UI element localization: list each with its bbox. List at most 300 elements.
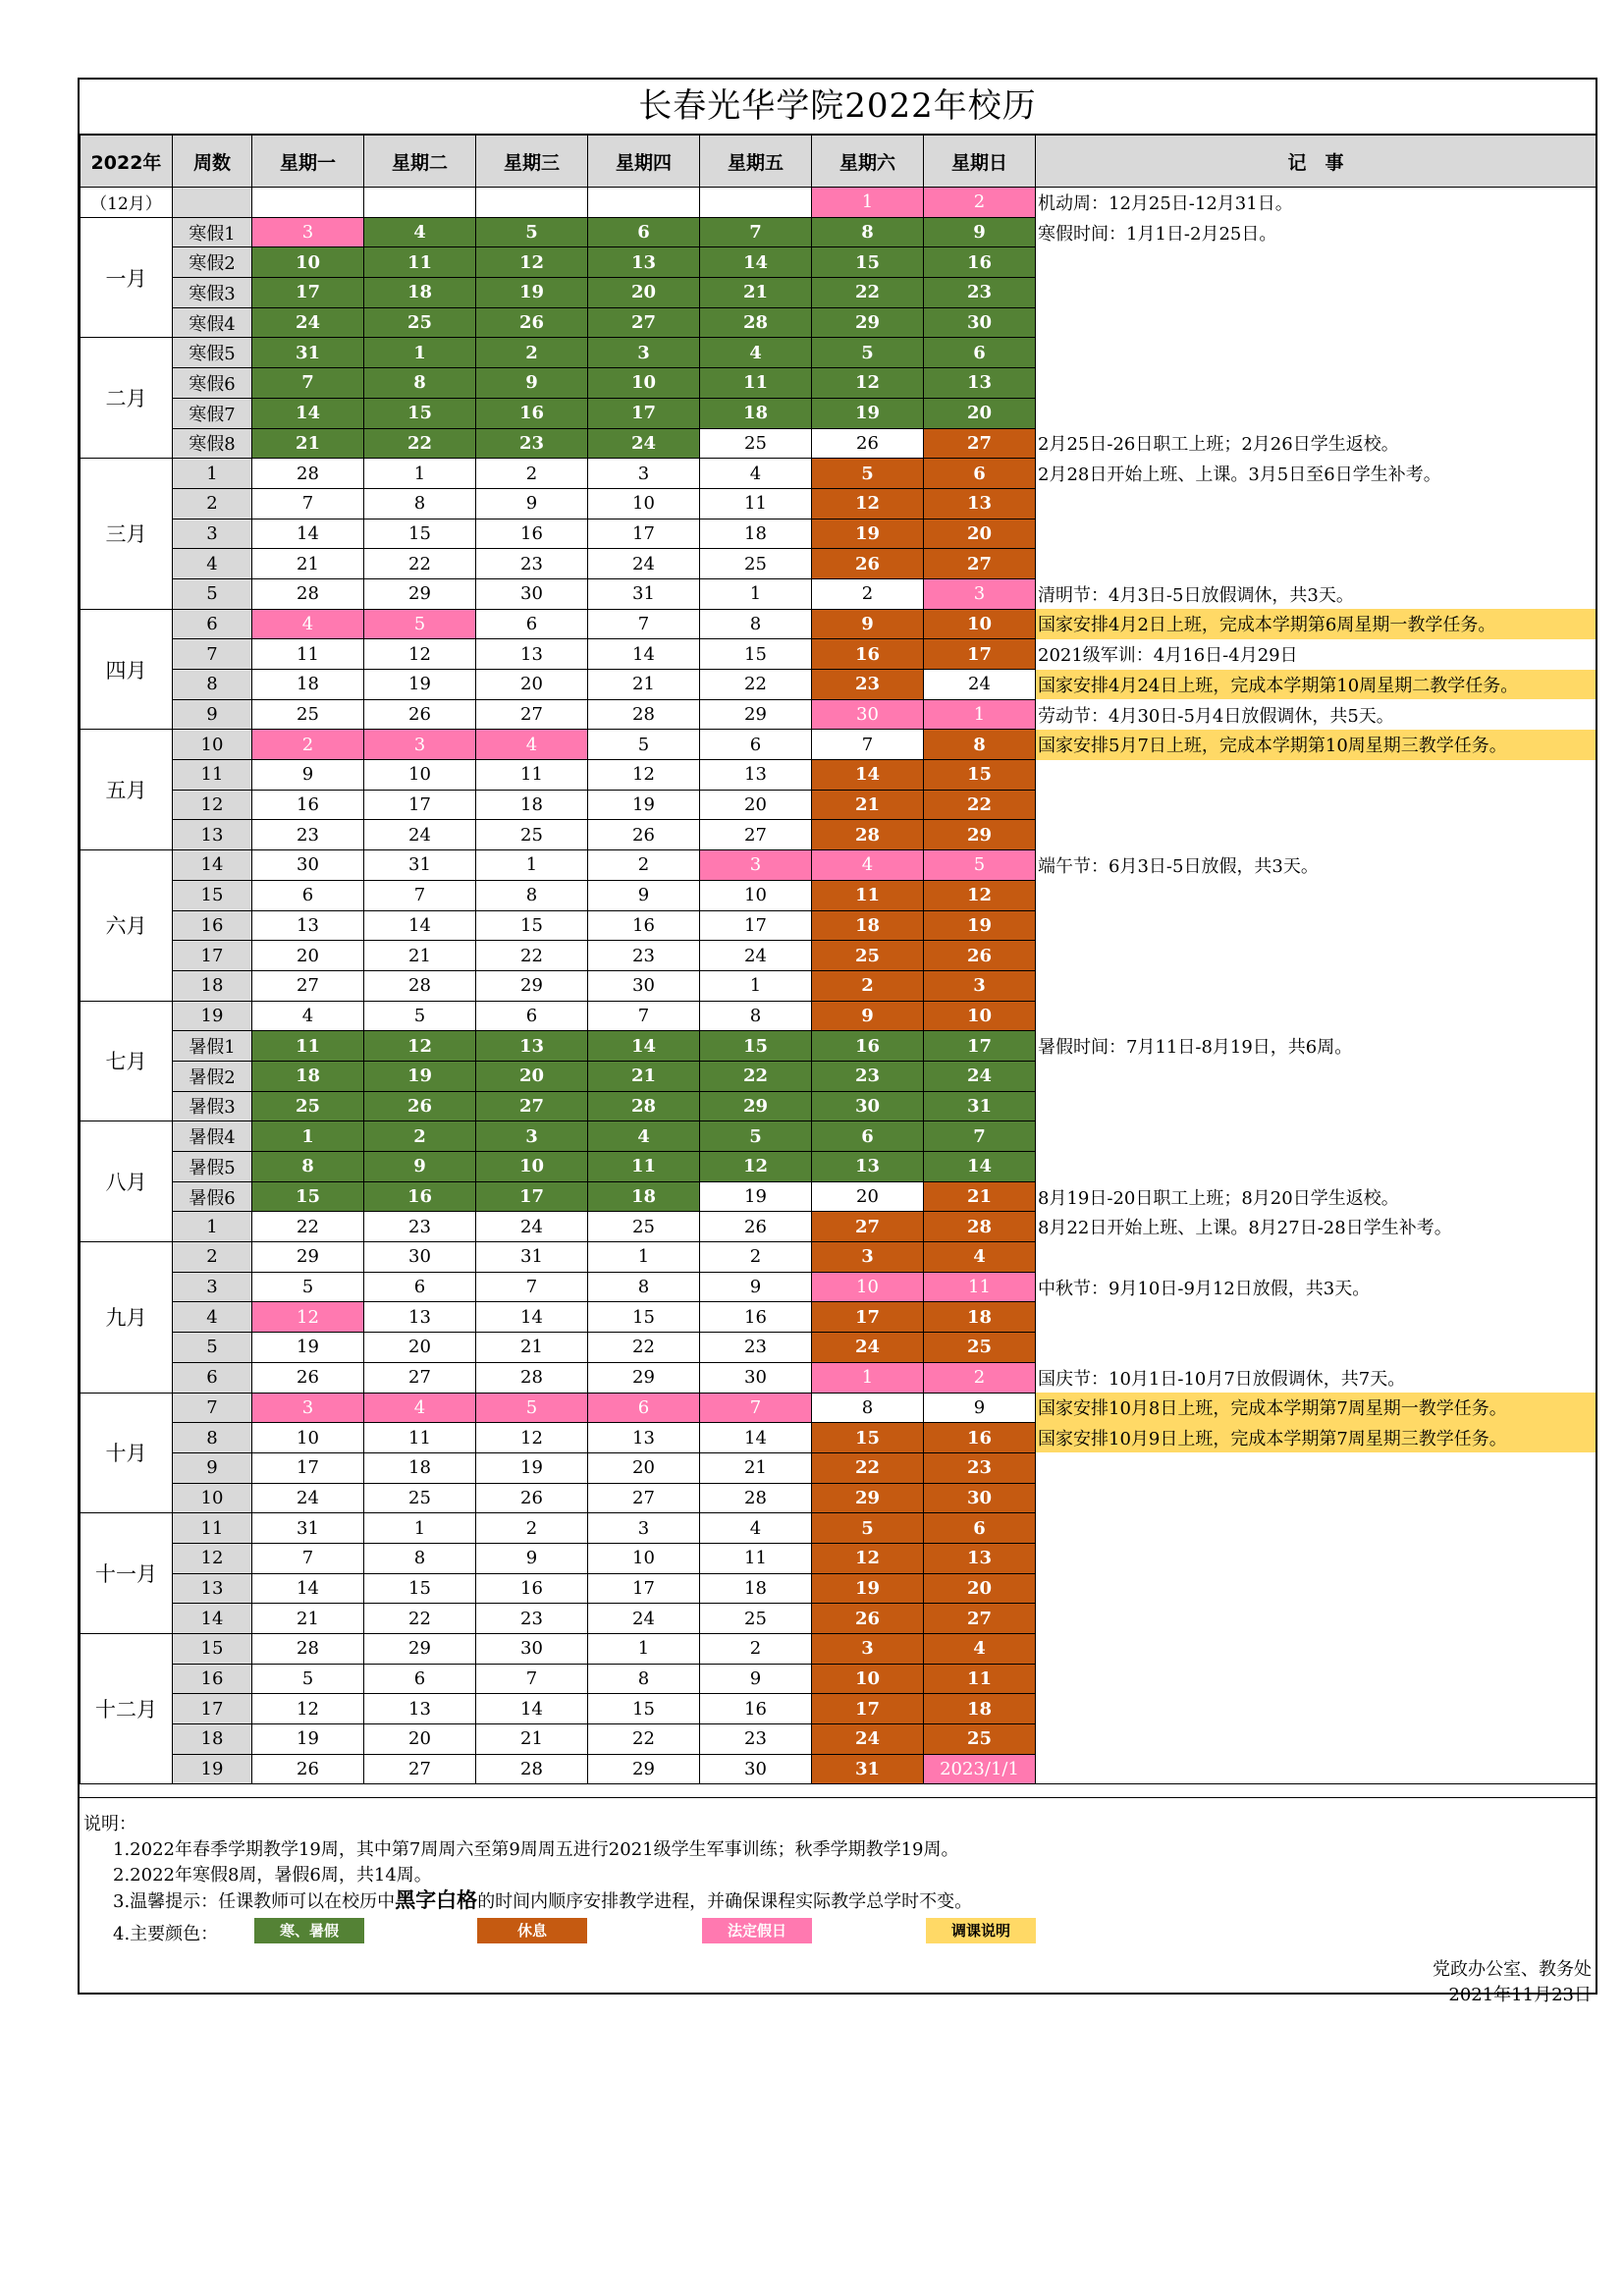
day-cell: 14 — [588, 639, 700, 670]
event-note: 国家安排10月9日上班，完成本学期第7周星期三教学任务。 — [1036, 1423, 1596, 1453]
week-number: 暑假1 — [173, 1031, 252, 1062]
day-cell: 8 — [588, 1272, 700, 1302]
day-cell: 18 — [700, 1573, 812, 1604]
day-cell: 29 — [700, 1091, 812, 1121]
col-header-year: 2022年 — [81, 136, 173, 188]
event-note — [1036, 1333, 1596, 1363]
week-row — [81, 1393, 1596, 1423]
day-cell: 27 — [588, 307, 700, 338]
week-number: 9 — [173, 1452, 252, 1483]
week-number: 11 — [173, 1513, 252, 1544]
day-cell: 6 — [924, 459, 1036, 489]
day-cell: 23 — [476, 549, 588, 579]
event-note: 2月28日开始上班、上课。3月5日至6日学生补考。 — [1036, 459, 1596, 489]
month-label: 二月 — [81, 338, 173, 459]
week-row — [81, 910, 1596, 941]
day-cell: 14 — [812, 760, 924, 791]
signature-office: 党政办公室、教务处 — [1433, 1959, 1592, 1980]
week-row — [81, 1152, 1596, 1182]
day-cell: 13 — [364, 1694, 476, 1724]
day-cell: 3 — [924, 970, 1036, 1001]
day-cell: 8 — [476, 880, 588, 910]
day-cell: 25 — [700, 1604, 812, 1634]
day-cell: 16 — [476, 519, 588, 549]
day-cell: 3 — [588, 338, 700, 368]
day-cell: 30 — [700, 1754, 812, 1784]
day-cell: 24 — [588, 1604, 700, 1634]
event-note — [1036, 1001, 1596, 1031]
week-row — [81, 278, 1596, 308]
day-cell: 19 — [924, 910, 1036, 941]
day-cell: 26 — [812, 1604, 924, 1634]
day-cell: 14 — [252, 398, 364, 428]
day-cell: 21 — [588, 1061, 700, 1091]
week-row — [81, 1423, 1596, 1453]
day-cell: 19 — [700, 1181, 812, 1212]
day-cell: 11 — [252, 639, 364, 670]
day-cell: 18 — [252, 1061, 364, 1091]
day-cell: 19 — [364, 670, 476, 700]
day-cell: 31 — [364, 850, 476, 881]
day-cell: 20 — [588, 278, 700, 308]
day-cell: 27 — [364, 1362, 476, 1393]
day-cell: 16 — [924, 247, 1036, 278]
day-cell: 11 — [252, 1031, 364, 1062]
week-row — [81, 1001, 1596, 1031]
day-cell: 12 — [252, 1694, 364, 1724]
week-row — [81, 1091, 1596, 1121]
day-cell: 21 — [812, 790, 924, 820]
day-cell: 26 — [700, 1212, 812, 1242]
day-cell: 21 — [924, 1181, 1036, 1212]
day-cell: 18 — [924, 1694, 1036, 1724]
note-line-2: 2.2022年寒假8周，暑假6周，共14周。 — [113, 1865, 432, 1886]
day-cell: 22 — [364, 428, 476, 459]
event-note — [1036, 1513, 1596, 1544]
day-cell: 14 — [252, 519, 364, 549]
day-cell: 25 — [700, 549, 812, 579]
day-cell: 18 — [700, 398, 812, 428]
event-note — [1036, 970, 1596, 1001]
week-number: 17 — [173, 941, 252, 971]
day-cell: 4 — [700, 1513, 812, 1544]
day-cell: 21 — [252, 1604, 364, 1634]
day-cell: 1 — [364, 459, 476, 489]
week-row — [81, 670, 1596, 700]
week-row — [81, 1724, 1596, 1755]
day-cell: 28 — [252, 459, 364, 489]
day-cell: 23 — [364, 1212, 476, 1242]
day-cell: 7 — [364, 880, 476, 910]
day-cell: 9 — [364, 1152, 476, 1182]
day-cell: 2 — [700, 1242, 812, 1273]
day-cell: 13 — [252, 910, 364, 941]
day-cell: 2 — [812, 578, 924, 609]
week-number: 13 — [173, 1573, 252, 1604]
day-cell: 30 — [700, 1362, 812, 1393]
event-note — [1036, 760, 1596, 791]
event-note: 暑假时间：7月11日-8月19日，共6周。 — [1036, 1031, 1596, 1062]
day-cell: 5 — [252, 1664, 364, 1694]
day-cell: 12 — [812, 1543, 924, 1573]
col-header-sat: 星期六 — [812, 136, 924, 188]
day-cell: 5 — [476, 217, 588, 247]
day-cell: 11 — [700, 488, 812, 519]
week-number: 19 — [173, 1754, 252, 1784]
day-cell: 20 — [252, 941, 364, 971]
day-cell: 9 — [812, 609, 924, 639]
day-cell: 31 — [252, 338, 364, 368]
day-cell: 18 — [924, 1302, 1036, 1333]
day-cell: 27 — [252, 970, 364, 1001]
day-cell: 13 — [364, 1302, 476, 1333]
day-cell — [364, 188, 476, 218]
day-cell: 2 — [364, 1121, 476, 1152]
footer-notes — [80, 1797, 1596, 2005]
day-cell: 3 — [700, 850, 812, 881]
day-cell: 11 — [812, 880, 924, 910]
day-cell: 23 — [924, 1452, 1036, 1483]
week-number: 3 — [173, 519, 252, 549]
day-cell: 12 — [364, 1031, 476, 1062]
day-cell: 23 — [588, 941, 700, 971]
week-number: 5 — [173, 1333, 252, 1363]
day-cell: 17 — [364, 790, 476, 820]
day-cell: 27 — [924, 549, 1036, 579]
day-cell: 3 — [588, 459, 700, 489]
day-cell: 22 — [476, 941, 588, 971]
week-row — [81, 1604, 1596, 1634]
day-cell: 29 — [476, 970, 588, 1001]
day-cell: 11 — [476, 760, 588, 791]
day-cell: 15 — [252, 1181, 364, 1212]
event-note — [1036, 368, 1596, 399]
week-row — [81, 1513, 1596, 1544]
week-row — [81, 459, 1596, 489]
page-title: 长春光华学院2022年校历 — [80, 80, 1596, 135]
event-note: 国家安排4月24日上班，完成本学期第10周星期二教学任务。 — [1036, 670, 1596, 700]
day-cell: 19 — [476, 278, 588, 308]
day-cell: 15 — [588, 1694, 700, 1724]
event-note — [1036, 910, 1596, 941]
week-number: 16 — [173, 910, 252, 941]
week-number: 6 — [173, 1362, 252, 1393]
day-cell: 24 — [476, 1212, 588, 1242]
day-cell: 29 — [588, 1362, 700, 1393]
event-note — [1036, 1121, 1596, 1152]
day-cell: 11 — [364, 247, 476, 278]
day-cell: 1 — [588, 1242, 700, 1273]
day-cell: 8 — [812, 1393, 924, 1423]
day-cell: 17 — [924, 639, 1036, 670]
day-cell: 8 — [924, 730, 1036, 760]
event-note — [1036, 1452, 1596, 1483]
day-cell: 29 — [364, 1634, 476, 1665]
day-cell: 29 — [364, 578, 476, 609]
day-cell: 3 — [812, 1634, 924, 1665]
day-cell: 12 — [476, 247, 588, 278]
week-row — [81, 1573, 1596, 1604]
day-cell: 2 — [924, 188, 1036, 218]
day-cell: 21 — [700, 278, 812, 308]
day-cell: 22 — [812, 1452, 924, 1483]
day-cell: 3 — [252, 217, 364, 247]
signature-date: 2021年11月23日 — [1448, 1985, 1592, 2005]
day-cell: 2 — [476, 459, 588, 489]
week-row — [81, 609, 1596, 639]
day-cell: 15 — [700, 639, 812, 670]
day-cell: 11 — [700, 1543, 812, 1573]
day-cell: 11 — [364, 1423, 476, 1453]
day-cell: 4 — [588, 1121, 700, 1152]
day-cell: 25 — [476, 820, 588, 850]
day-cell: 14 — [476, 1694, 588, 1724]
day-cell: 15 — [364, 1573, 476, 1604]
day-cell: 7 — [476, 1272, 588, 1302]
day-cell: 23 — [476, 1604, 588, 1634]
week-number: 5 — [173, 578, 252, 609]
day-cell: 30 — [812, 699, 924, 730]
day-cell: 10 — [924, 609, 1036, 639]
month-label: 十月 — [81, 1393, 173, 1513]
day-cell: 6 — [588, 217, 700, 247]
day-cell: 11 — [924, 1272, 1036, 1302]
day-cell: 24 — [364, 820, 476, 850]
event-note — [1036, 1543, 1596, 1573]
col-header-tue: 星期二 — [364, 136, 476, 188]
calendar-sheet — [78, 78, 1597, 2005]
week-row — [81, 1754, 1596, 1784]
event-note — [1036, 1634, 1596, 1665]
day-cell: 10 — [364, 760, 476, 791]
day-cell: 12 — [700, 1152, 812, 1182]
week-number: 1 — [173, 1212, 252, 1242]
day-cell: 7 — [588, 609, 700, 639]
day-cell: 22 — [588, 1333, 700, 1363]
day-cell: 14 — [700, 1423, 812, 1453]
week-row — [81, 1272, 1596, 1302]
day-cell: 7 — [252, 368, 364, 399]
day-cell: 31 — [924, 1091, 1036, 1121]
day-cell: 7 — [812, 730, 924, 760]
week-number: 15 — [173, 1634, 252, 1665]
event-note — [1036, 1724, 1596, 1755]
day-cell: 9 — [700, 1664, 812, 1694]
day-cell: 28 — [588, 1091, 700, 1121]
day-cell: 6 — [364, 1272, 476, 1302]
week-row — [81, 880, 1596, 910]
week-row — [81, 1483, 1596, 1513]
week-number: 7 — [173, 639, 252, 670]
day-cell: 31 — [252, 1513, 364, 1544]
day-cell: 26 — [364, 1091, 476, 1121]
week-row — [81, 578, 1596, 609]
week-row — [81, 639, 1596, 670]
week-row — [81, 549, 1596, 579]
day-cell: 5 — [476, 1393, 588, 1423]
event-note — [1036, 488, 1596, 519]
month-label: 十一月 — [81, 1513, 173, 1634]
day-cell: 3 — [476, 1121, 588, 1152]
day-cell: 30 — [588, 970, 700, 1001]
day-cell: 20 — [476, 670, 588, 700]
week-number: 寒假3 — [173, 278, 252, 308]
month-label: 一月 — [81, 217, 173, 338]
day-cell: 14 — [700, 247, 812, 278]
day-cell: 28 — [476, 1362, 588, 1393]
day-cell: 28 — [700, 307, 812, 338]
day-cell: 19 — [364, 1061, 476, 1091]
day-cell: 23 — [476, 428, 588, 459]
day-cell: 6 — [252, 880, 364, 910]
day-cell: 3 — [588, 1513, 700, 1544]
day-cell: 4 — [252, 609, 364, 639]
day-cell: 30 — [252, 850, 364, 881]
event-note: 劳动节：4月30日-5月4日放假调休，共5天。 — [1036, 699, 1596, 730]
week-row — [81, 699, 1596, 730]
day-cell: 29 — [812, 1483, 924, 1513]
event-note — [1036, 398, 1596, 428]
week-number: 12 — [173, 790, 252, 820]
day-cell: 13 — [588, 247, 700, 278]
day-cell: 6 — [588, 1393, 700, 1423]
day-cell — [700, 188, 812, 218]
day-cell: 23 — [812, 1061, 924, 1091]
day-cell: 24 — [588, 428, 700, 459]
day-cell: 10 — [588, 1543, 700, 1573]
day-cell: 20 — [588, 1452, 700, 1483]
day-cell: 15 — [364, 519, 476, 549]
day-cell: 20 — [812, 1181, 924, 1212]
week-row — [81, 1333, 1596, 1363]
day-cell: 5 — [588, 730, 700, 760]
legend-makeup-note: 调课说明 — [926, 1918, 1036, 1943]
day-cell: 9 — [476, 488, 588, 519]
day-cell: 4 — [700, 338, 812, 368]
week-row — [81, 1634, 1596, 1665]
week-row — [81, 247, 1596, 278]
note-line-3 — [113, 1885, 972, 1914]
day-cell: 30 — [364, 1242, 476, 1273]
day-cell: 10 — [812, 1664, 924, 1694]
day-cell: 13 — [476, 639, 588, 670]
event-note: 端午节：6月3日-5日放假，共3天。 — [1036, 850, 1596, 881]
week-number: 寒假8 — [173, 428, 252, 459]
week-number: 4 — [173, 549, 252, 579]
day-cell: 16 — [700, 1694, 812, 1724]
day-cell: 8 — [252, 1152, 364, 1182]
col-header-wed: 星期三 — [476, 136, 588, 188]
day-cell: 9 — [476, 1543, 588, 1573]
week-row — [81, 1242, 1596, 1273]
week-number: 寒假7 — [173, 398, 252, 428]
event-note: 清明节：4月3日-5日放假调休，共3天。 — [1036, 578, 1596, 609]
day-cell: 13 — [812, 1152, 924, 1182]
day-cell: 17 — [924, 1031, 1036, 1062]
day-cell: 12 — [252, 1302, 364, 1333]
calendar-body — [81, 188, 1596, 1784]
week-row — [81, 1121, 1596, 1152]
day-cell: 9 — [588, 880, 700, 910]
col-header-mon: 星期一 — [252, 136, 364, 188]
week-number: 19 — [173, 1001, 252, 1031]
day-cell: 28 — [588, 699, 700, 730]
day-cell: 28 — [924, 1212, 1036, 1242]
day-cell: 30 — [476, 578, 588, 609]
event-note — [1036, 790, 1596, 820]
day-cell: 26 — [924, 941, 1036, 971]
day-cell: 9 — [252, 760, 364, 791]
day-cell: 7 — [924, 1121, 1036, 1152]
day-cell: 15 — [476, 910, 588, 941]
event-note — [1036, 1091, 1596, 1121]
day-cell: 11 — [700, 368, 812, 399]
day-cell: 21 — [588, 670, 700, 700]
day-cell: 5 — [812, 338, 924, 368]
day-cell: 27 — [476, 1091, 588, 1121]
day-cell: 4 — [924, 1634, 1036, 1665]
day-cell: 14 — [588, 1031, 700, 1062]
day-cell: 4 — [476, 730, 588, 760]
day-cell: 26 — [252, 1754, 364, 1784]
day-cell: 5 — [812, 1513, 924, 1544]
week-number: 14 — [173, 850, 252, 881]
day-cell: 28 — [252, 1634, 364, 1665]
day-cell: 5 — [252, 1272, 364, 1302]
day-cell: 17 — [812, 1302, 924, 1333]
day-cell: 21 — [476, 1333, 588, 1363]
day-cell: 9 — [476, 368, 588, 399]
month-label: 七月 — [81, 1001, 173, 1121]
week-number: 18 — [173, 970, 252, 1001]
day-cell: 16 — [700, 1302, 812, 1333]
day-cell: 10 — [588, 368, 700, 399]
week-number: 3 — [173, 1272, 252, 1302]
day-cell: 29 — [588, 1754, 700, 1784]
week-number: 寒假1 — [173, 217, 252, 247]
week-row — [81, 338, 1596, 368]
day-cell: 10 — [924, 1001, 1036, 1031]
note-line-1: 1.2022年春季学期教学19周，其中第7周周六至第9周周五进行2021级学生军事训练；秋季学期教学19周。 — [113, 1839, 959, 1860]
day-cell: 22 — [588, 1724, 700, 1755]
day-cell: 16 — [252, 790, 364, 820]
week-number: 暑假2 — [173, 1061, 252, 1091]
day-cell: 27 — [364, 1754, 476, 1784]
day-cell: 4 — [364, 217, 476, 247]
week-number: 寒假6 — [173, 368, 252, 399]
day-cell: 12 — [364, 639, 476, 670]
day-cell: 13 — [924, 488, 1036, 519]
day-cell: 16 — [588, 910, 700, 941]
day-cell: 27 — [812, 1212, 924, 1242]
day-cell: 27 — [924, 1604, 1036, 1634]
day-cell: 21 — [364, 941, 476, 971]
day-cell: 11 — [924, 1664, 1036, 1694]
day-cell: 25 — [252, 699, 364, 730]
week-number: 寒假2 — [173, 247, 252, 278]
event-note: 2021级军训：4月16日-4月29日 — [1036, 639, 1596, 670]
week-number: 9 — [173, 699, 252, 730]
week-row — [81, 1452, 1596, 1483]
week-number: 17 — [173, 1694, 252, 1724]
event-note — [1036, 1242, 1596, 1273]
day-cell: 1 — [364, 338, 476, 368]
day-cell: 27 — [924, 428, 1036, 459]
event-note: 国家安排4月2日上班，完成本学期第6周星期一教学任务。 — [1036, 609, 1596, 639]
month-label: 十二月 — [81, 1634, 173, 1784]
month-label: 五月 — [81, 730, 173, 850]
day-cell: 13 — [924, 368, 1036, 399]
